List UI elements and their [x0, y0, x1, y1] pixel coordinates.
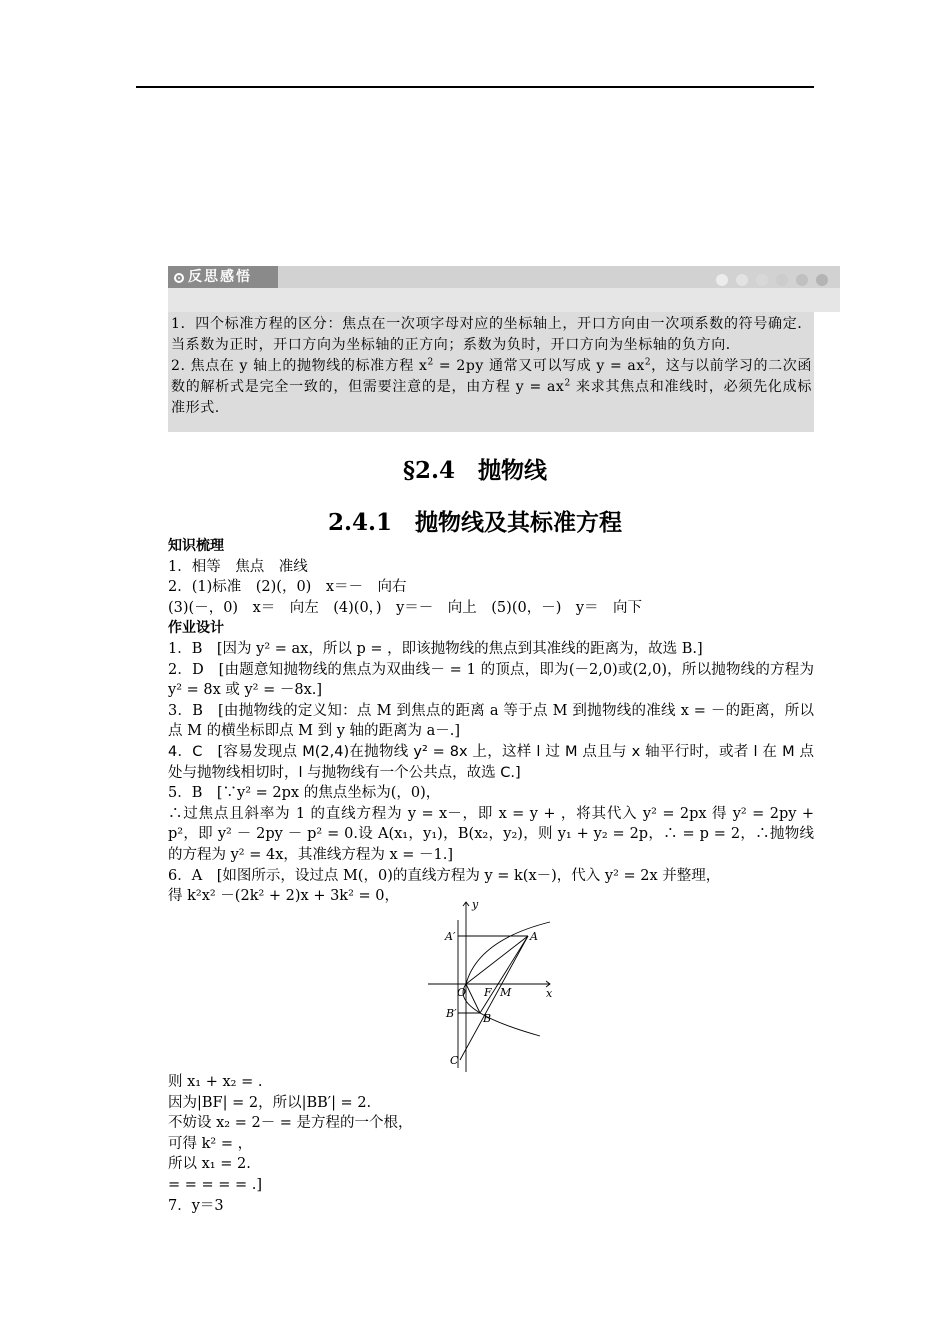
answer-2: 2．D [由题意知抛物线的焦点为双曲线－ = 1 的顶点，即为(－2,0)或(2,0)，所以抛物线的方程为 y² = 8x 或 y² = －8x.] — [168, 661, 814, 699]
label-B: B — [483, 1012, 492, 1025]
summary-item-2: 2. 焦点在 y 轴上的抛物线的标准方程 $x^2 = 2py$ 通常又可以写成 $y = ax^2$，这与以前学习的二次函数的解析式是完全一致的，但需要注意的是，由方程 $y = ax^2$ 来求其焦点和准线时，必须先化成标准形式. — [171, 357, 812, 416]
label-B-prime: B′ — [446, 1007, 457, 1020]
label-M: M — [500, 986, 512, 999]
label-y: y — [472, 898, 479, 911]
banner-title: 反思感悟 — [188, 269, 252, 285]
continuation-line: 可得 k² = ， — [168, 1135, 253, 1152]
parabola-figure — [428, 896, 560, 1072]
summary-item-1: 1．四个标准方程的区分：焦点在一次项字母对应的坐标轴上，开口方向由一次项系数的符号确定．当系数为正时，开口方向为坐标轴的正方向；系数为负时，开口方向为坐标轴的负方向． — [171, 316, 812, 353]
continuation-body — [168, 1072, 814, 1216]
knowledge-line: 2．(1)标准 (2)(，0) x＝－ 向右 — [168, 579, 407, 596]
banner-tab — [168, 266, 278, 288]
knowledge-line: 1．相等 焦点 准线 — [168, 558, 308, 575]
answer-body — [168, 536, 814, 907]
target-bullet-icon — [174, 273, 184, 283]
continuation-line: 则 x₁ + x₂ = . — [168, 1074, 263, 1090]
dot-icon — [816, 274, 828, 286]
line-CA — [460, 936, 528, 1060]
dot-icon — [716, 274, 728, 286]
dot-icon — [756, 274, 768, 286]
answer-6-line-2: 得 k²x² －(2k² + 2)x + 3k² = 0， — [168, 888, 400, 905]
reflection-summary — [168, 312, 814, 432]
label-C: C — [450, 1054, 459, 1067]
line-BA — [480, 936, 528, 1013]
continuation-line: = = = = = .] — [168, 1176, 263, 1193]
reflection-banner — [168, 266, 840, 312]
banner-bar — [168, 266, 840, 288]
answer-7: 7．y＝3 — [168, 1197, 224, 1214]
label-x: x — [546, 987, 553, 1000]
knowledge-heading: 知识梳理 — [168, 538, 224, 554]
answer-3: 3．B [由抛物线的定义知：点 M 到焦点的距离 a 等于点 M 到抛物线的准线 x = －的距离，所以点 M 的横坐标即点 M 到 y 轴的距离为 a－.] — [168, 702, 814, 740]
continuation-line: 因为|BF| = 2，所以|BB′| = 2. — [168, 1094, 372, 1111]
homework-heading: 作业设计 — [168, 620, 224, 637]
answer-4: 4．C [容易发现点 M(2,4)在抛物线 y² = 8x 上，这样 l 过 M 点且与 x 轴平行时，或者 l 在 M 点处与抛物线相切时，l 与抛物线有一个公共点，故选 C.] — [168, 743, 814, 781]
continuation-line: 所以 x₁ = 2. — [168, 1156, 251, 1173]
dot-icon — [776, 274, 788, 286]
continuation-line: 不妨设 x₂ = 2－ = 是方程的一个根， — [168, 1115, 413, 1132]
label-F: F — [484, 986, 492, 999]
header-rule — [136, 86, 814, 88]
answer-1: 1．B [因为 y² = ax，所以 p = ，即该抛物线的焦点到其准线的距离为，故选 B.] — [168, 640, 703, 657]
dot-icon — [736, 274, 748, 286]
knowledge-line: (3)(－，0) x＝ 向左 (4)(0，) y＝－ 向上 (5)(0，－) y＝ 向下 — [168, 599, 643, 616]
answer-5-line-1: 5．B [∵y² = 2px 的焦点坐标为(，0)， — [168, 785, 441, 802]
label-A-prime: A′ — [445, 930, 456, 943]
subsection-title: 2.4.1 抛物线及其标准方程 — [327, 509, 623, 536]
label-A: A — [530, 930, 538, 943]
decorative-dots — [708, 271, 828, 283]
answer-5-line-2: ∴过焦点且斜率为 1 的直线方程为 y = x－，即 x = y + ，将其代入 y² = 2px 得 y² = 2py + p²，即 y² － 2py － p² = 0.设 A(x₁，y₁)，B(x₂，y₂)，则 y₁ + y₂ = 2p，∴ = p = 2，∴抛物线的方程为 y² = 4x，其准线方程为 x = －1.] — [168, 805, 814, 863]
section-title: §2.4 抛物线 — [402, 457, 548, 484]
dot-icon — [796, 274, 808, 286]
answer-6-line-1: 6．A [如图所示，设过点 M(，0)的直线方程为 y = k(x－)，代入 y² = 2x 并整理， — [168, 867, 721, 884]
label-O: O — [457, 986, 467, 999]
